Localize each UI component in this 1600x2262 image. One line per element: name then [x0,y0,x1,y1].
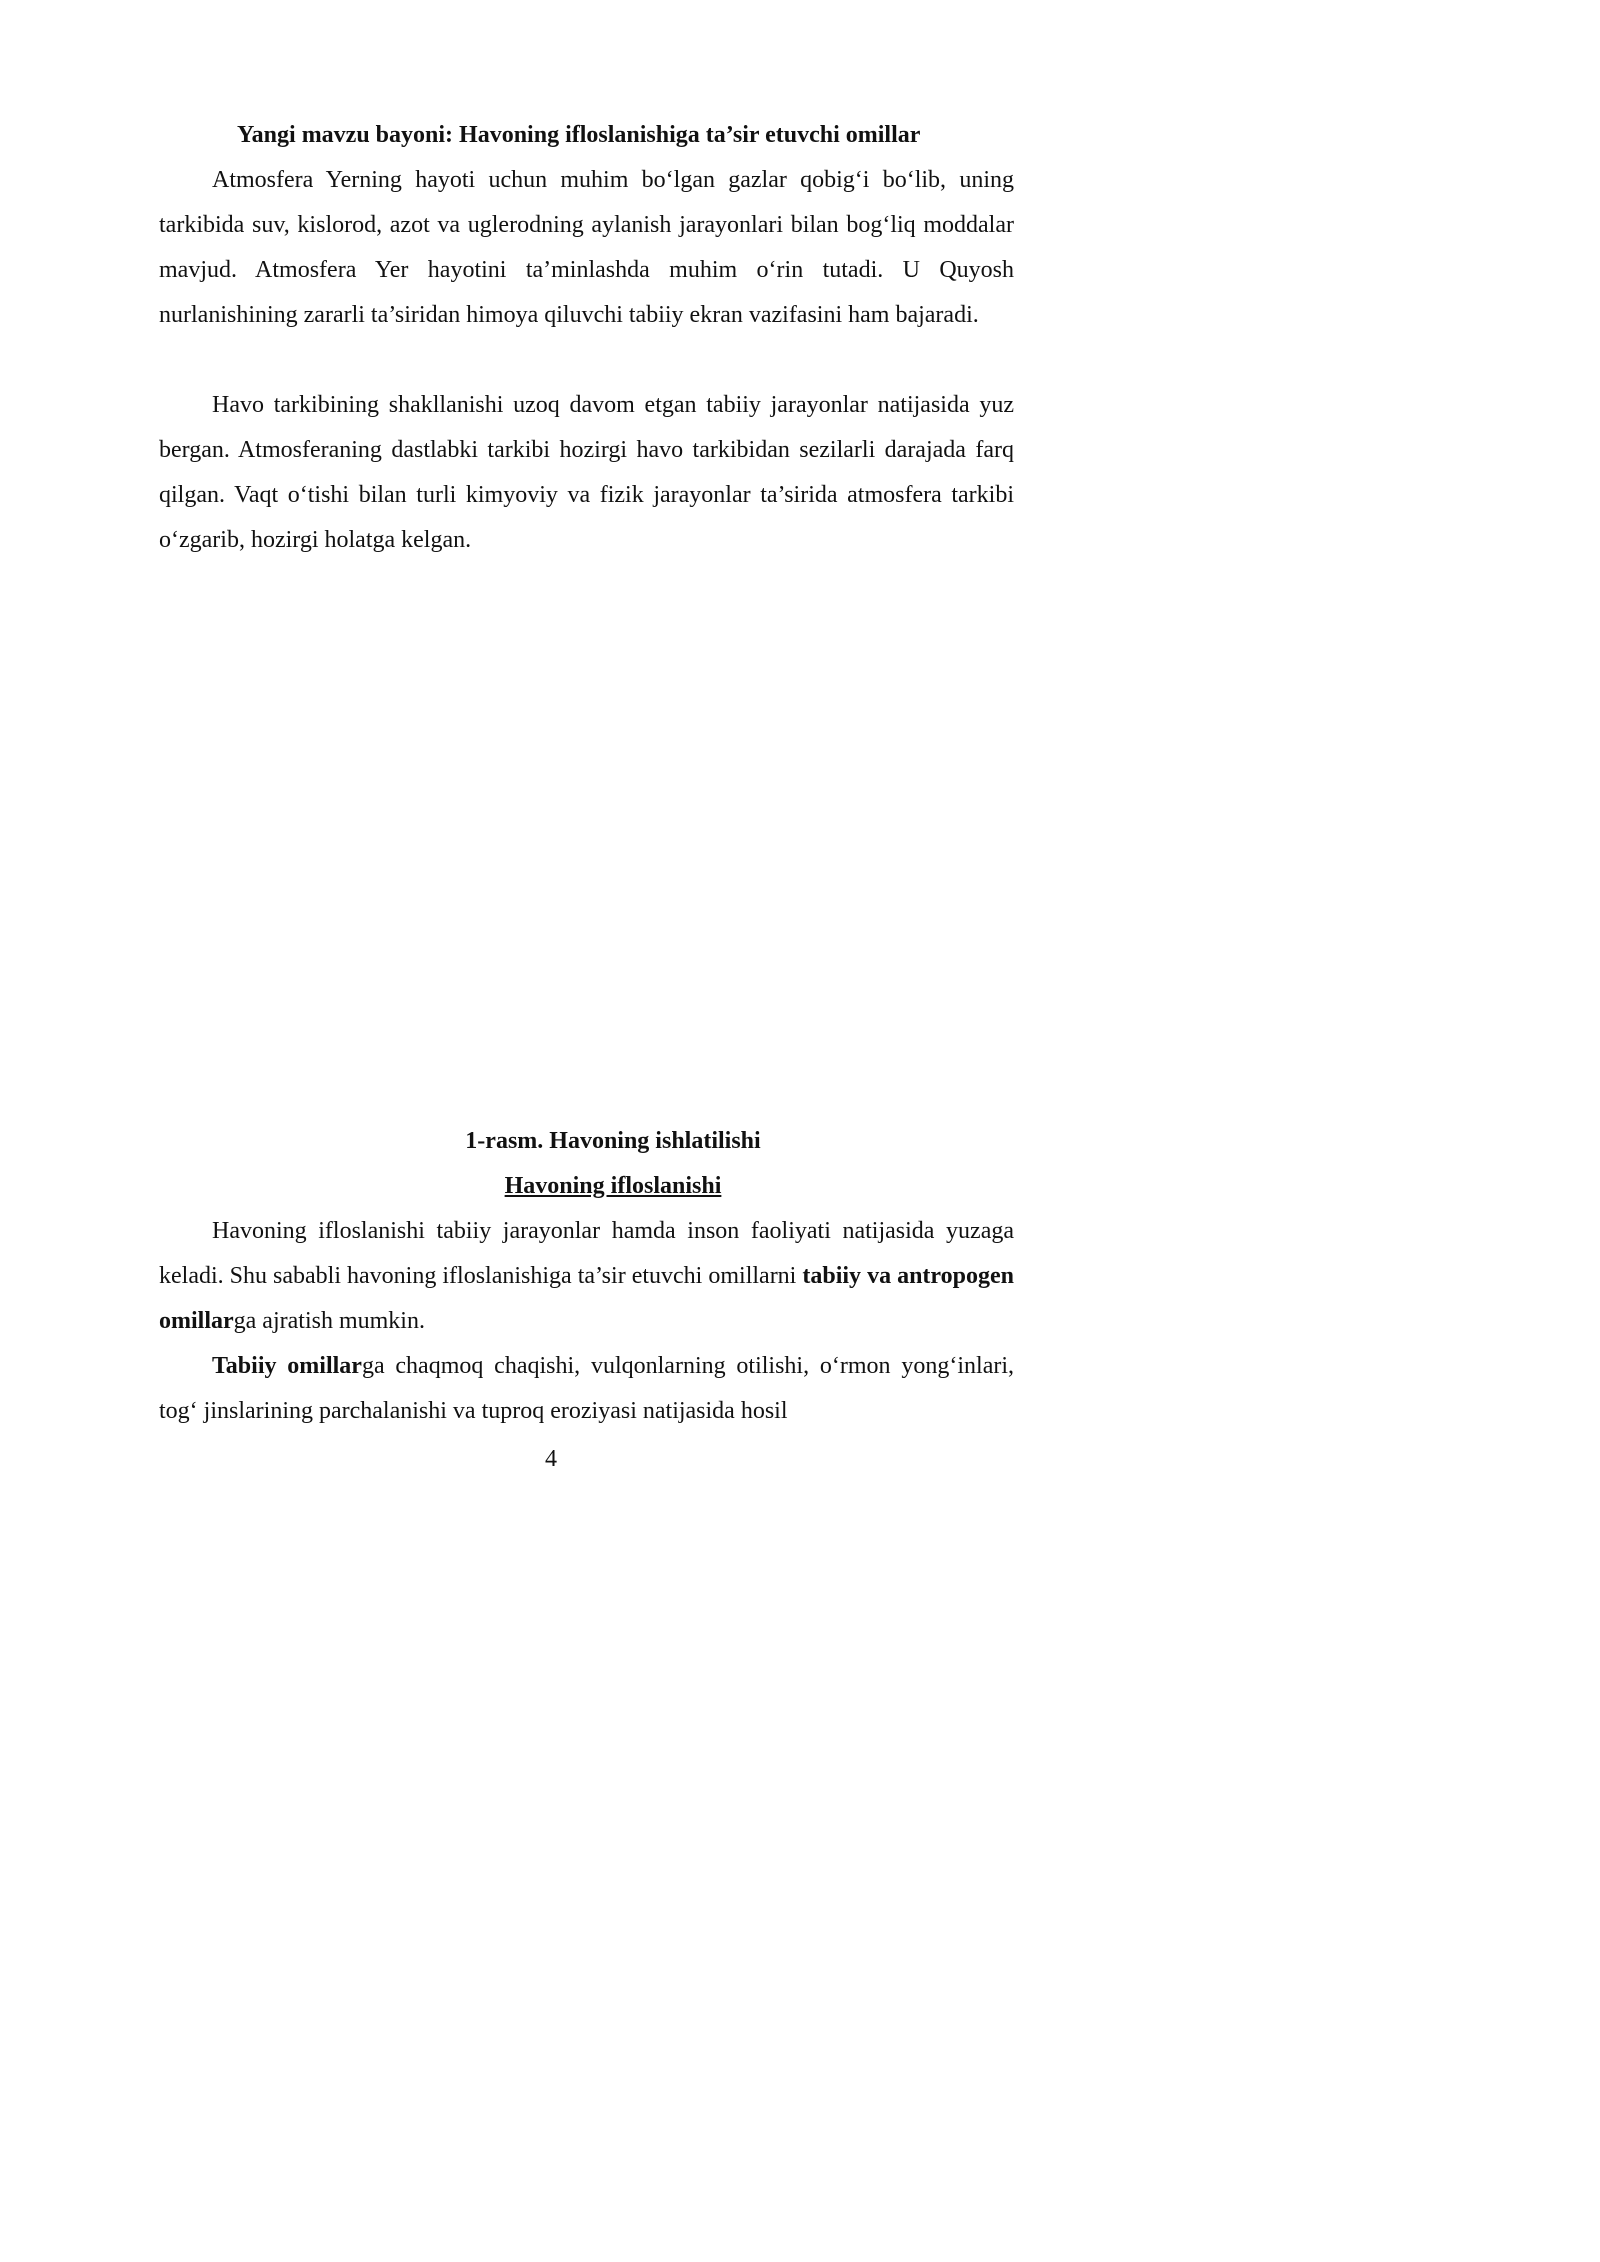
section-title: Havoning ifloslanishi [504,1173,722,1199]
paragraph-text: Havoning ifloslanishi tabiiy jarayonlar hamda inson faoliyati natijasida yuzaga keladi. Shu sababli havoning ifloslanishiga ta’sir etuvchi omillarni [159,1218,1014,1289]
paragraph-text: ga chaqmoq chaqishi, vulqonlarning otilishi, o‘rmon yong‘inlari, tog‘ jinslarining parchalanishi va tuproq eroziyasi natijasida hosil [159,1353,1015,1424]
paragraph-atmosphere: Atmosfera Yerning hayoti uchun muhim bo‘lgan gazlar qobig‘i bo‘lib, uning tarkibida suv, kislorod, azot va uglerodning aylanish jarayonlari bilan bog‘liq moddalar mavjud. Atmosfera Yer hayotini ta’minlashda muhim o‘rin tutadi. U Quyosh nurlanishining zararli ta’siridan himoya qiluvchi tabiiy ekran vazifasini ham bajaradi. [159,167,1014,328]
figure-placeholder [159,575,1014,1115]
paragraph-text: ga ajratish mumkin. [233,1308,425,1334]
paragraph-air-composition: Havo tarkibining shakllanishi uzoq davom etgan tabiiy jarayonlar natijasida yuz bergan. Atmosferaning dastlabki tarkibi hozirgi havo tarkibidan sezilarli darajada farq qilgan. Vaqt o‘tishi bilan turli kimyoviy va fizik jarayonlar ta’sirida atmosfera tarkibi o‘zgarib, hozirgi holatga kelgan. [159,392,1014,553]
paragraph-pollution-intro [159,1209,1014,1344]
page-number: 4 [545,1446,557,1472]
figure-caption: 1-rasm. Havoning ishlatilishi [465,1128,761,1154]
document-heading: Yangi mavzu bayoni: Havoning ifloslanishiga ta’sir etuvchi omillar [237,122,921,148]
bold-term: tabiiy va antropogen omillar [159,1263,1014,1334]
paragraph-natural-factors [159,1344,1014,1434]
bold-term: Tabiiy omillar [212,1353,362,1379]
